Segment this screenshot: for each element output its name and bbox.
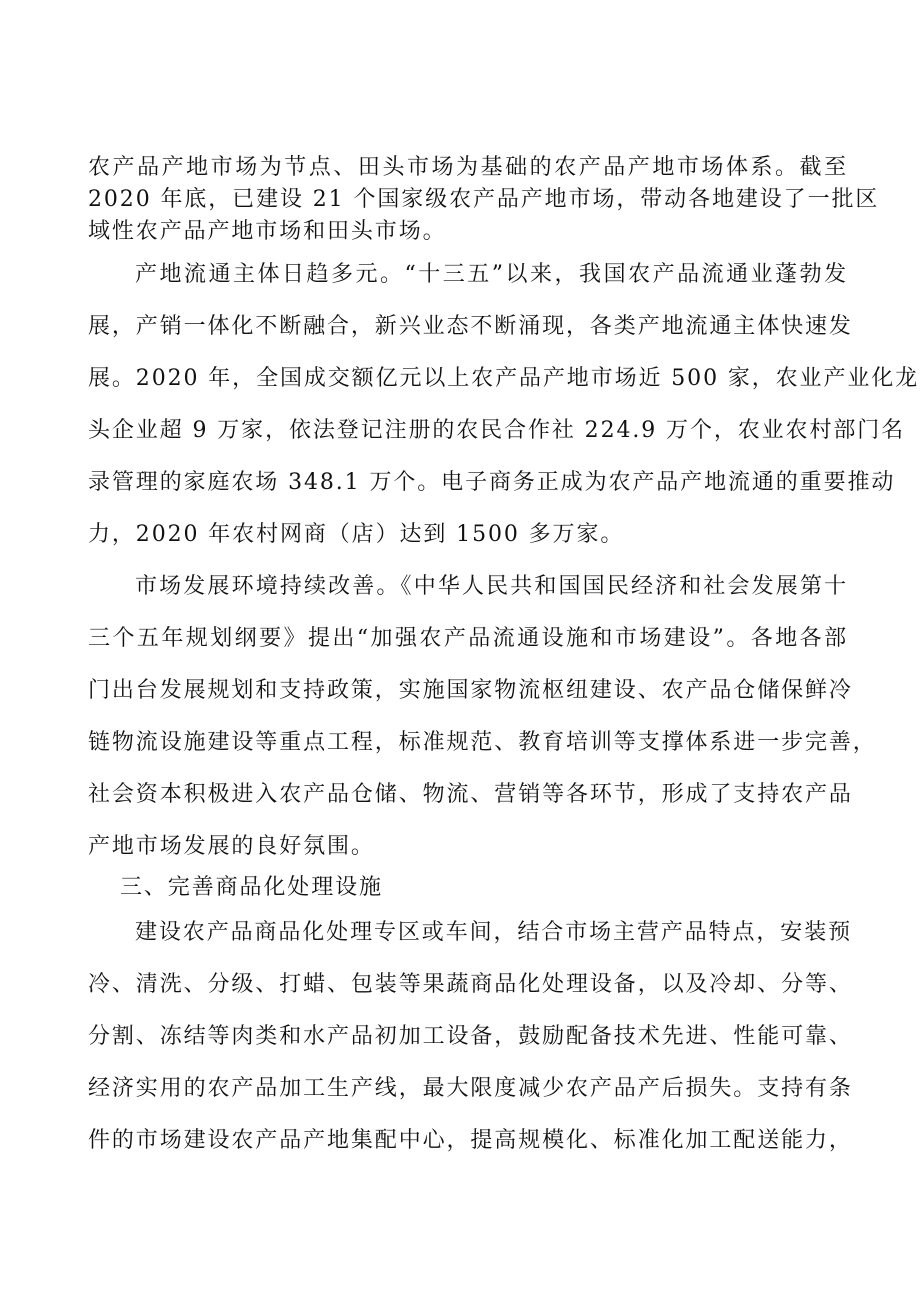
text-line: 展。2020 年，全国成交额亿元以上农产品产地市场近 500 家，农业产业化龙	[88, 366, 920, 391]
text-line: 农产品产地市场为节点、田头市场为基础的农产品产地市场体系。截至	[88, 155, 848, 180]
text-line: 产地流通主体日趋多元。“十三五”以来，我国农产品流通业蓬勃发	[135, 262, 848, 287]
text-line: 力，2020 年农村网商（店）达到 1500 多万家。	[88, 522, 625, 547]
text-line: 门出台发展规划和支持政策，实施国家物流枢纽建设、农产品仓储保鲜冷	[88, 678, 853, 703]
text-line: 展，产销一体化不断融合，新兴业态不断涌现，各类产地流通主体快速发	[88, 314, 853, 339]
text-line: 录管理的家庭农场 348.1 万个。电子商务正成为农产品产地流通的重要推动	[88, 470, 896, 495]
section-heading: 三、完善商品化处理设施	[120, 875, 383, 900]
text-line: 建设农产品商品化处理专区或车间，结合市场主营产品特点，安装预	[135, 920, 853, 945]
text-line: 三个五年规划纲要》提出“加强农产品流通设施和市场建设”。各地各部	[88, 626, 848, 651]
text-line: 冷、清洗、分级、打蜡、包装等果蔬商品化处理设备，以及冷却、分等、	[88, 972, 853, 997]
text-line: 域性农产品产地市场和田头市场。	[88, 219, 447, 244]
text-line: 链物流设施建设等重点工程，标准规范、教育培训等支撑体系进一步完善，	[88, 730, 877, 755]
text-line: 经济实用的农产品加工生产线，最大限度减少农产品产后损失。支持有条	[88, 1076, 853, 1101]
text-line: 头企业超 9 万家，依法登记注册的农民合作社 224.9 万个，农业农村部门名	[88, 418, 906, 443]
text-line: 社会资本积极进入农产品仓储、物流、营销等各环节，形成了支持农产品	[88, 782, 853, 807]
text-line: 产地市场发展的良好氛围。	[88, 834, 375, 859]
text-line: 件的市场建设农产品产地集配中心，提高规模化、标准化加工配送能力，	[88, 1128, 853, 1153]
text-line: 市场发展环境持续改善。《中华人民共和国国民经济和社会发展第十	[135, 574, 848, 599]
text-line: 分割、冻结等肉类和水产品初加工设备，鼓励配备技术先进、性能可靠、	[88, 1024, 853, 1049]
text-line: 2020 年底，已建设 21 个国家级农产品产地市场，带动各地建设了一批区	[88, 187, 880, 212]
